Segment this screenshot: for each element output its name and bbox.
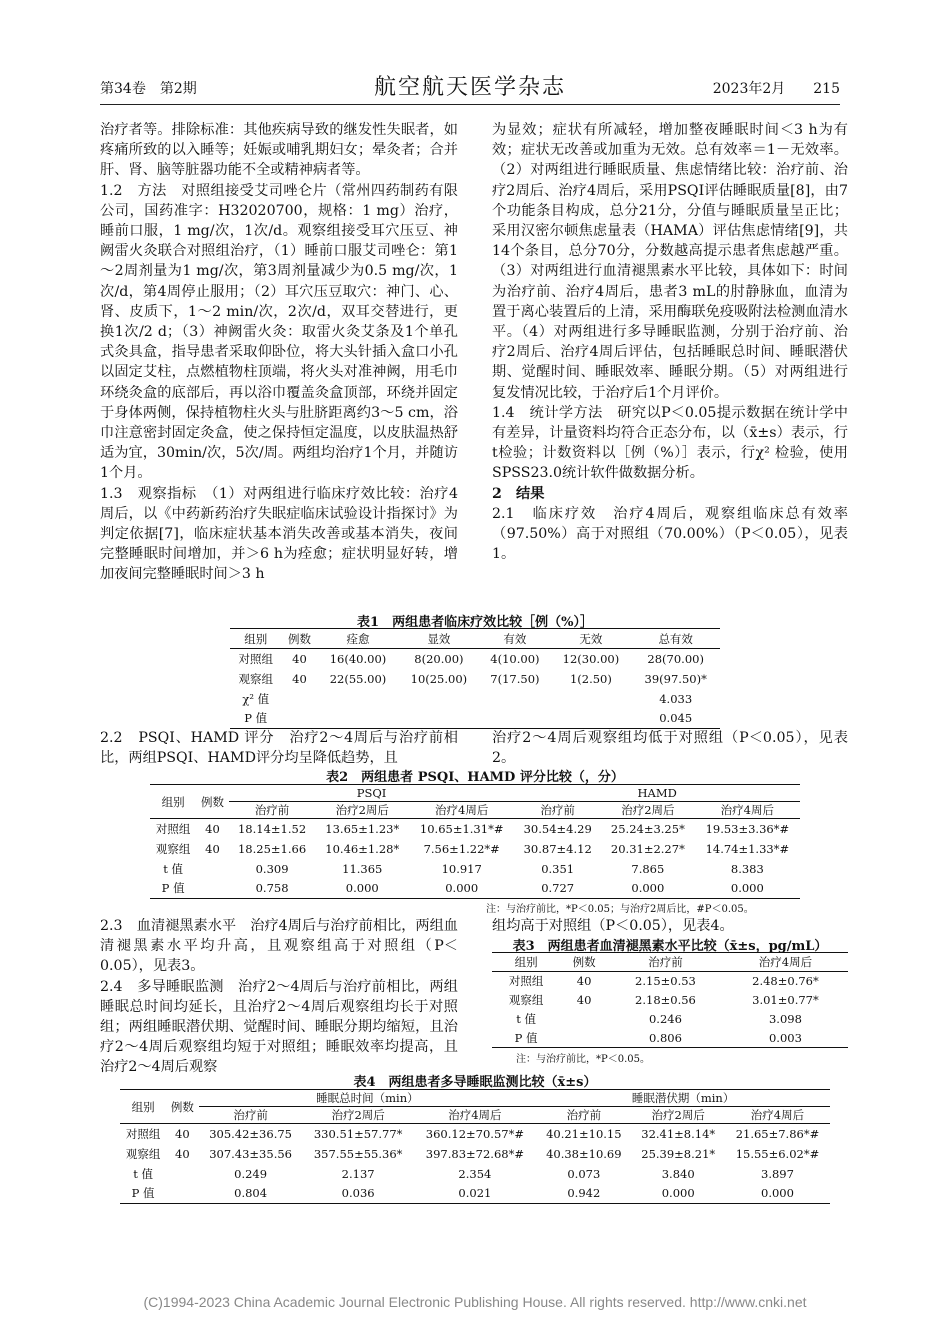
table-cell: 40 bbox=[292, 651, 307, 666]
table-cell: 39(97.50)* bbox=[644, 671, 707, 686]
table-header: 组别 bbox=[120, 1090, 166, 1124]
date-page: 2023年2月 215 bbox=[712, 81, 840, 97]
table-cell: 397.83±72.68*# bbox=[425, 1146, 524, 1161]
paragraph-statistics: 1.4 统计学方法 研究以P＜0.05提示数据在统计学中有差异，计量资料均符合正态分布，以（x̄±s）表示，行t检验；计数资料以［例（%）］表示，行χ² 检验，使用SPSS23.0统计软件做数据分析。 bbox=[492, 404, 848, 482]
table-cell bbox=[560, 1029, 608, 1048]
table-cell: 0.021 bbox=[458, 1186, 492, 1201]
table-cell: 12(30.00) bbox=[562, 651, 620, 666]
table-header: 有效 bbox=[503, 631, 527, 646]
table-cell: 0.000 bbox=[730, 881, 764, 896]
table-cell: 40 bbox=[576, 993, 592, 1007]
table-cell: P 值 bbox=[161, 881, 185, 896]
table-cell: 3.098 bbox=[768, 1012, 802, 1026]
paragraph-right-mid: 组均高于对照组（P＜0.05），见表4。 bbox=[492, 918, 734, 934]
table-cell: 对照组 bbox=[508, 974, 544, 989]
table-cell: 0.309 bbox=[255, 861, 289, 876]
table-cell bbox=[166, 1184, 198, 1204]
table-header: 无效 bbox=[579, 631, 603, 646]
paragraph-efficacy: 2.1 临床疗效 治疗4周后，观察组临床总有效率（97.50%）高于对照组（70.00%）（P＜0.05），见表1。 bbox=[492, 505, 848, 563]
table-cell: 25.39±8.21* bbox=[641, 1146, 716, 1161]
table1-caption: 表1 两组患者临床疗效比较［例（%）］ bbox=[357, 615, 593, 630]
table2 bbox=[150, 784, 800, 899]
paragraph: 治疗者等。排除标准：其他疾病导致的继发性失眠者，如疼痛所致的以入睡等；妊娠或哺乳期妇女；晕灸者；合并肝、肾、脑等脏器功能不全或精神病者等。 bbox=[100, 122, 458, 179]
table-cell: 7.865 bbox=[631, 861, 665, 876]
table-header: 显效 bbox=[427, 631, 451, 646]
table-cell: 0.249 bbox=[234, 1166, 268, 1181]
table-cell bbox=[479, 709, 550, 729]
table-header: 例数 bbox=[287, 631, 311, 646]
table-cell: t 值 bbox=[133, 1166, 153, 1181]
table-cell: 40 bbox=[576, 974, 592, 989]
table-cell: 10.917 bbox=[441, 861, 482, 876]
table-cell: 0.351 bbox=[541, 861, 575, 876]
table-cell: 30.54±4.29 bbox=[523, 821, 592, 836]
table-cell: 32.41±8.14* bbox=[641, 1126, 716, 1141]
table-header: 睡眠潜伏期（min） bbox=[536, 1090, 830, 1107]
table-cell: 2.18±0.56 bbox=[635, 993, 696, 1007]
table-cell: 40 bbox=[205, 821, 220, 836]
table-header: 痊愈 bbox=[346, 631, 370, 646]
table-cell: 0.804 bbox=[234, 1186, 268, 1201]
table-subheader: 治疗前 bbox=[566, 1108, 602, 1122]
table-row bbox=[492, 991, 848, 1010]
table-cell: 40 bbox=[205, 841, 220, 856]
table-cell: P 值 bbox=[131, 1186, 155, 1201]
table2-caption: 表2 两组患者 PSQI、HAMD 评分比较（，分） bbox=[326, 770, 624, 785]
table-cell: 0.000 bbox=[345, 881, 379, 896]
table-cell: 0.942 bbox=[567, 1186, 601, 1201]
table-row bbox=[120, 1164, 830, 1184]
table-cell: 2.48±0.76* bbox=[752, 974, 819, 989]
table-subheader: 治疗4周后 bbox=[720, 803, 774, 817]
table-header: PSQI bbox=[229, 785, 515, 802]
table-cell: 0.000 bbox=[445, 881, 479, 896]
table-cell: 0.727 bbox=[541, 881, 575, 896]
table-cell: 观察组 bbox=[155, 841, 191, 856]
table-cell: 40.38±10.69 bbox=[546, 1146, 622, 1161]
table3-caption: 表3 两组患者血清褪黑素水平比较（x̄±s，pg/mL） bbox=[512, 939, 828, 954]
table-row bbox=[120, 1144, 830, 1164]
table-subheader: 治疗前 bbox=[254, 803, 290, 817]
table3-note: 注：与治疗前比，*P＜0.05。 bbox=[516, 1054, 650, 1065]
table-cell bbox=[398, 709, 479, 729]
table-cell bbox=[166, 1164, 198, 1184]
table-cell: 8.383 bbox=[730, 861, 764, 876]
left-column-top bbox=[100, 120, 458, 585]
table-header: 睡眠总时间（min） bbox=[199, 1090, 537, 1107]
table-cell: P 值 bbox=[514, 1030, 538, 1045]
table-cell: 357.55±55.36* bbox=[313, 1146, 403, 1161]
table-cell: 10(25.00) bbox=[410, 671, 468, 686]
table-cell: 10.65±1.31*# bbox=[419, 821, 504, 836]
table-cell: 0.000 bbox=[761, 1186, 794, 1201]
table-row bbox=[492, 1029, 848, 1048]
table-header: 治疗4周后 bbox=[758, 955, 813, 969]
table-row bbox=[150, 839, 800, 859]
table-header: 组别 bbox=[244, 631, 268, 646]
table-subheader: 治疗4周后 bbox=[448, 1108, 502, 1122]
table-cell: 15.55±6.02*# bbox=[735, 1146, 820, 1161]
table-cell: 7(17.50) bbox=[490, 671, 540, 686]
table-cell: 对照组 bbox=[125, 1126, 161, 1141]
table-cell bbox=[550, 709, 631, 729]
table-cell: 330.51±57.77* bbox=[313, 1126, 403, 1141]
table-cell bbox=[196, 879, 228, 899]
table-cell bbox=[281, 689, 317, 709]
table-subheader: 治疗4周后 bbox=[435, 803, 489, 817]
table-cell bbox=[550, 689, 631, 709]
table-cell: 3.01±0.77* bbox=[752, 993, 819, 1007]
table-row bbox=[150, 819, 800, 839]
table-subheader: 治疗4周后 bbox=[750, 1108, 805, 1122]
table-subheader: 治疗2周后 bbox=[335, 803, 389, 817]
table-header: 组别 bbox=[150, 785, 196, 819]
paragraph-melatonin: 2.3 血清褪黑素水平 治疗4周后与治疗前相比，两组血清褪黑素水平均升高，且观察组高于对照组（P＜0.05），见表3。 bbox=[100, 918, 458, 975]
table-cell: 0.000 bbox=[631, 881, 665, 896]
table4 bbox=[120, 1089, 830, 1204]
table-cell: 4.033 bbox=[659, 691, 693, 706]
right-column-top bbox=[492, 120, 848, 564]
table-cell: 0.806 bbox=[648, 1030, 682, 1045]
table-cell bbox=[318, 709, 399, 729]
table-row bbox=[120, 1124, 830, 1144]
table-cell: 2.354 bbox=[458, 1166, 492, 1181]
table-row bbox=[492, 1010, 848, 1029]
table-cell: 25.24±3.25* bbox=[610, 821, 685, 836]
table-cell bbox=[560, 1010, 608, 1029]
table-cell: 360.12±70.57*# bbox=[425, 1126, 524, 1141]
paragraph-psqi-right: 治疗2～4周后观察组均低于对照组（P＜0.05），见表2。 bbox=[492, 730, 848, 767]
table-row bbox=[150, 859, 800, 879]
table-cell: P 值 bbox=[244, 711, 268, 726]
table-cell: 0.073 bbox=[567, 1166, 601, 1181]
table-header: 治疗前 bbox=[648, 955, 683, 969]
table-cell bbox=[281, 709, 317, 729]
table-subheader: 治疗前 bbox=[540, 803, 575, 817]
table2-note: 注：与治疗前比，*P＜0.05；与治疗2周后比，#P＜0.05。 bbox=[486, 904, 754, 915]
table-header: HAMD bbox=[514, 785, 800, 802]
page-header bbox=[100, 70, 840, 105]
table-cell: 13.65±1.23* bbox=[325, 821, 400, 836]
table-cell: 30.87±4.12 bbox=[523, 841, 592, 856]
table-header: 例数 bbox=[196, 785, 228, 819]
paragraph-psqi-left: 2.2 PSQI、HAMD 评分 治疗2～4周后与治疗前相比，两组PSQI、HAMD评分均呈降低趋势，且 bbox=[100, 730, 458, 767]
table-cell bbox=[318, 689, 399, 709]
table-cell: 40 bbox=[175, 1146, 190, 1161]
table-cell: 3.897 bbox=[761, 1166, 794, 1181]
table-cell: 20.31±2.27* bbox=[610, 841, 685, 856]
table-cell: 28(70.00) bbox=[647, 651, 704, 666]
table-cell: t 值 bbox=[163, 861, 184, 876]
table-cell: 2.15±0.53 bbox=[635, 974, 696, 989]
table-cell: χ² 值 bbox=[242, 691, 270, 706]
table-cell: 对照组 bbox=[155, 821, 191, 836]
table-cell: 16(40.00) bbox=[329, 651, 387, 666]
table-cell: 0.003 bbox=[768, 1030, 802, 1045]
table-cell: 305.42±36.75 bbox=[209, 1126, 292, 1141]
table-row bbox=[230, 689, 720, 709]
table-cell: 14.74±1.33*# bbox=[705, 841, 790, 856]
table-cell: 3.840 bbox=[661, 1166, 695, 1181]
table-cell: 40 bbox=[292, 671, 307, 686]
table-header: 例数 bbox=[572, 955, 596, 969]
table-cell: 观察组 bbox=[508, 993, 544, 1007]
table-row bbox=[492, 972, 848, 991]
table-cell bbox=[196, 859, 228, 879]
table-cell: 1(2.50) bbox=[569, 671, 612, 686]
table1 bbox=[230, 628, 720, 729]
table-cell: 307.43±35.56 bbox=[209, 1146, 292, 1161]
table-cell: t 值 bbox=[516, 1012, 536, 1026]
table-subheader: 治疗前 bbox=[233, 1108, 268, 1122]
table-cell: 21.65±7.86*# bbox=[735, 1126, 820, 1141]
paragraph: 为显效；症状有所减轻，增加整夜睡眠时间＜3 h为有效；症状无改善或加重为无效。总有效率＝1－无效率。（2）对两组进行睡眠质量、焦虑情绪比较：治疗前、治疗2周后、治疗4周后，采用PSQI评估睡眠质量[8]，由7个功能条目构成，总分21分，分值与睡眠质量呈正比；采用汉密尔顿焦虑量表（HAMA）评估焦虑情绪[9]，共14个条目，总分70分，分数越高提示患者焦虑越严重。（3）对两组进行血清褪黑素水平比较，具体如下：时间为治疗前、治疗4周后，患者3 mL的肘静脉血，血清为置于离心装置后的上清，采用酶联免疫吸附法检测血清水平。（4）对两组进行多导睡眠监测，分别于治疗前、治疗2周后、治疗4周后评估，包括睡眠总时间、睡眠潜伏期、觉醒时间、睡眠效率、睡眠分期。（5）对两组进行复发情况比较，于治疗后1个月评价。 bbox=[492, 122, 848, 401]
table-row bbox=[230, 669, 720, 689]
paragraph-indicators: 1.3 观察指标 （1）对两组进行临床疗效比较：治疗4周后，以《中药新药治疗失眠症临床试验设计指探讨》为判定依据[7]，临床症状基本消失改善或基本消失，夜间完整睡眠时间增加，并＞6 h为痊愈；症状明显好转，增加夜间完整睡眠时间＞3 h bbox=[100, 485, 458, 583]
table3 bbox=[492, 952, 848, 1048]
table-subheader: 治疗2周后 bbox=[651, 1108, 705, 1122]
table-cell: 18.25±1.66 bbox=[237, 841, 307, 856]
table-cell bbox=[398, 689, 479, 709]
table-cell: 10.46±1.28* bbox=[325, 841, 400, 856]
journal-title: 航空航天医学杂志 bbox=[373, 75, 566, 100]
table-header: 组别 bbox=[514, 955, 538, 969]
table-subheader: 治疗2周后 bbox=[621, 803, 675, 817]
table-cell: 40 bbox=[175, 1126, 190, 1141]
table-row bbox=[230, 649, 720, 669]
copyright-footer: (C)1994-2023 China Academic Journal Electronic Publishing House. All rights reserved. http://www.cnki.net bbox=[143, 1294, 807, 1310]
table-cell: 0.045 bbox=[659, 711, 693, 726]
table-cell: 40.21±10.15 bbox=[546, 1126, 622, 1141]
table-cell: 0.246 bbox=[648, 1012, 682, 1026]
table-cell: 4(10.00) bbox=[490, 651, 540, 666]
table-cell: 22(55.00) bbox=[329, 671, 387, 686]
table4-caption: 表4 两组患者多导睡眠监测比较（x̄±s） bbox=[353, 1075, 597, 1090]
table-header: 总有效 bbox=[658, 631, 693, 646]
table-cell bbox=[479, 689, 550, 709]
table-row bbox=[120, 1184, 830, 1204]
paragraph-methods: 1.2 方法 对照组接受艾司唑仑片（常州四药制药有限公司，国药准字：H32020700，规格：1 mg）治疗，睡前口服，1 mg/次，1次/d。观察组接受耳穴压豆、神阙雷火灸联合对照组治疗，（1）睡前口服艾司唑仑：第1～2周剂量为1 mg/次，第3周剂量减少为0.5 mg/次，1次/d，第4周停止服用；（2）耳穴压豆取穴：神门、心、肾、皮质下，1～2 min/次，2次/d，双耳交替进行，更换1次/2 d；（3）神阙雷火灸：取雷火灸艾条及1个单孔式灸具盒，指导患者采取仰卧位，将大头针插入盒口小孔以固定艾柱，点燃植物柱顶端，将火头对准神阙，用毛巾环绕灸盒的底部后，再以浴巾覆盖灸盒顶部，环绕并固定于身体两侧，保持植物柱火头与肚脐距离约3～5 cm，浴巾注意密封固定灸盒，使之保持恒定温度，以皮肤温热舒适为宜，30min/次，5次/周。两组均治疗1个月，并随访1个月。 bbox=[100, 182, 458, 482]
table-cell: 0.758 bbox=[255, 881, 289, 896]
table-cell: 2.137 bbox=[341, 1166, 375, 1181]
section-heading-results: 2 结果 bbox=[492, 485, 545, 502]
table-cell: 对照组 bbox=[238, 651, 273, 666]
paragraph-psg: 2.4 多导睡眠监测 治疗2～4周后与治疗前相比，两组睡眠总时间均延长，且治疗2～4周后观察组均长于对照组；两组睡眠潜伏期、觉醒时间、睡眠分期均缩短，且治疗2～4周后观察组均短于对照组；睡眠效率均提高，且治疗2～4周后观察 bbox=[100, 978, 458, 1076]
table-cell: 7.56±1.22*# bbox=[423, 841, 500, 856]
table-cell: 0.036 bbox=[341, 1186, 375, 1201]
table-row bbox=[150, 879, 800, 899]
table-cell: 8(20.00) bbox=[414, 651, 464, 666]
volume-issue: 第34卷 第2期 bbox=[100, 81, 197, 97]
table-cell: 0.000 bbox=[661, 1186, 695, 1201]
left-column-mid bbox=[100, 916, 458, 1078]
table-cell: 18.14±1.52 bbox=[237, 821, 307, 836]
table-cell: 观察组 bbox=[125, 1146, 161, 1161]
table-header: 例数 bbox=[166, 1090, 198, 1124]
table-cell: 19.53±3.36*# bbox=[705, 821, 790, 836]
table-row bbox=[230, 709, 720, 729]
table-cell: 观察组 bbox=[238, 671, 273, 686]
table-subheader: 治疗2周后 bbox=[331, 1108, 385, 1122]
table-cell: 11.365 bbox=[342, 861, 383, 876]
